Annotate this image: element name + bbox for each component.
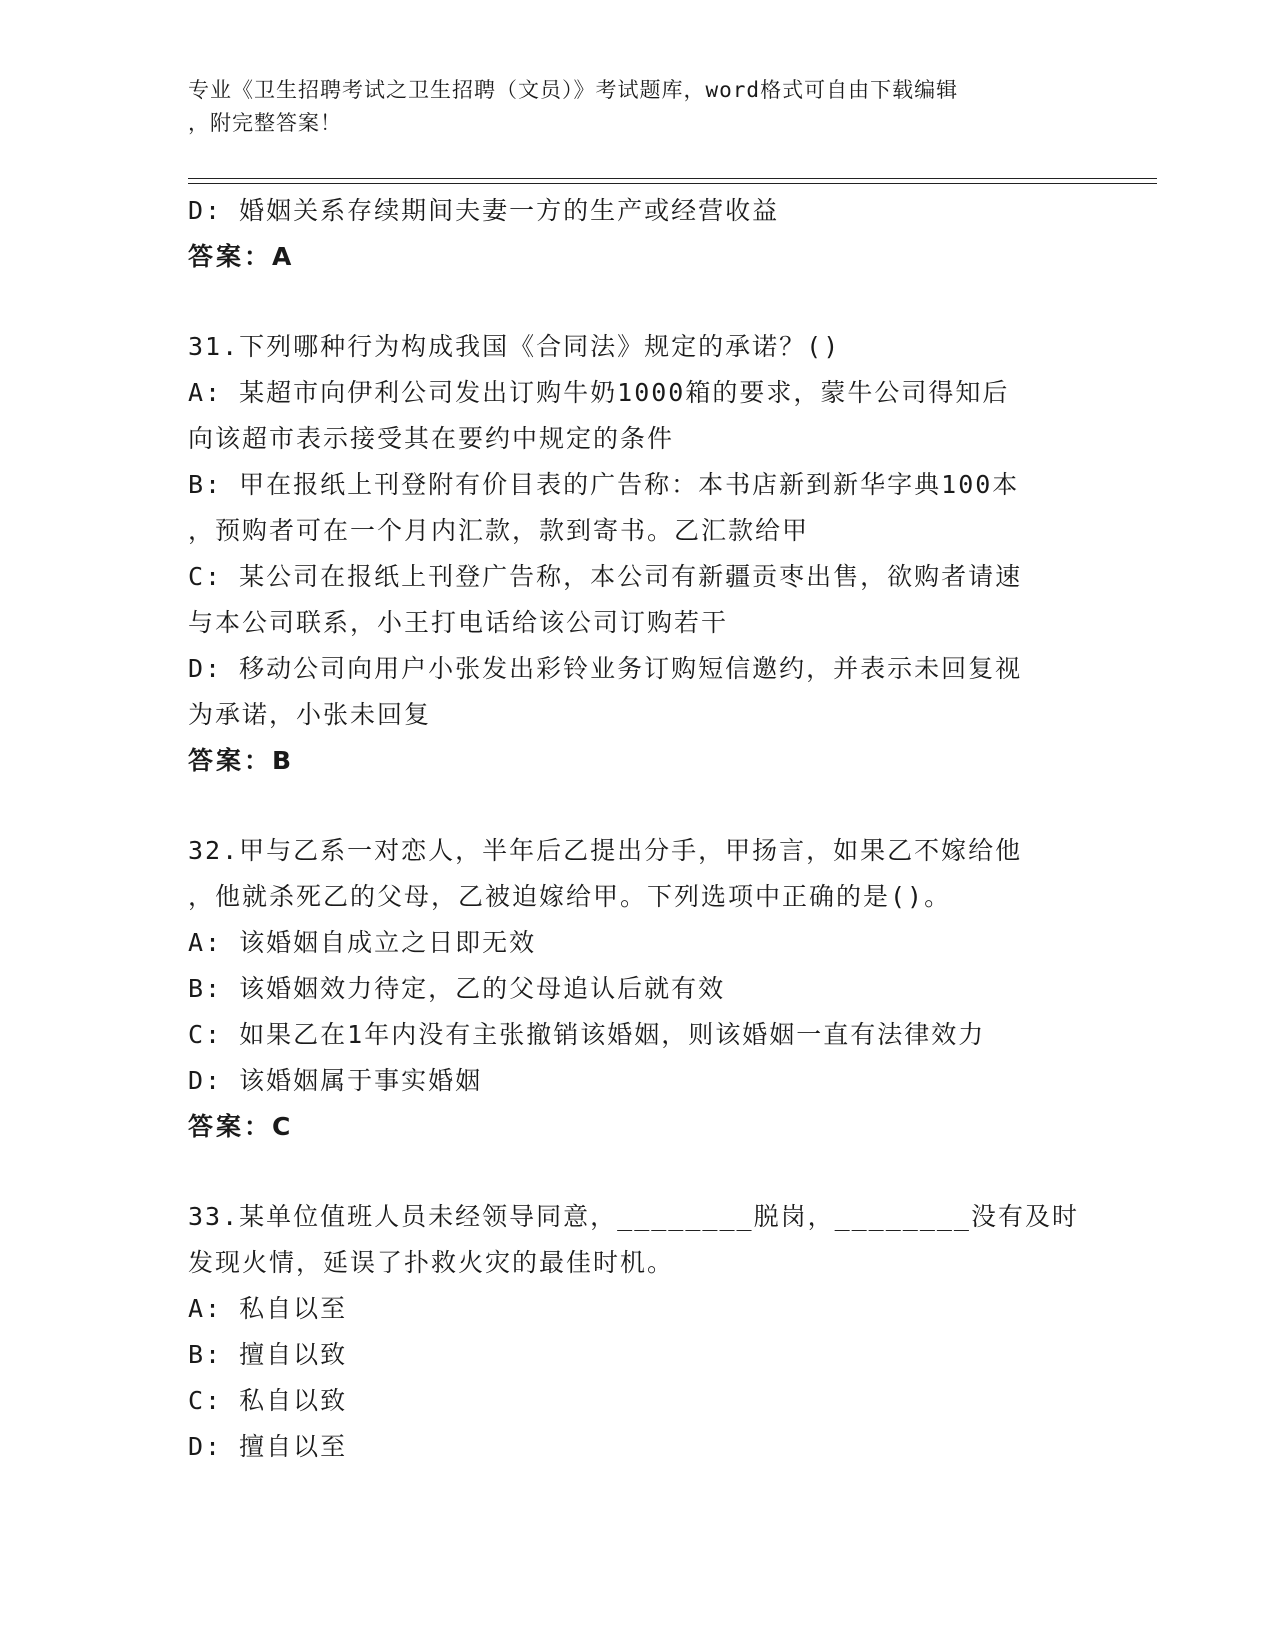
option-c: C: 私自以致 [188,1386,348,1415]
spacer [188,784,1148,828]
option-a-cont: 向该超市表示接受其在要约中规定的条件 [188,424,675,453]
option-c-cont: 与本公司联系，小王打电话给该公司订购若干 [188,608,729,637]
option-d-cont: 为承诺，小张未回复 [188,700,432,729]
question-text: 31.下列哪种行为构成我国《合同法》规定的承诺？() [188,332,841,361]
spacer [188,280,1148,324]
answer: 答案：B [188,746,295,775]
document-header [188,74,1088,140]
option-b: B: 该婚姻效力待定，乙的父母追认后就有效 [188,974,726,1003]
option-c: C: 如果乙在1年内没有主张撤销该婚姻，则该婚姻一直有法律效力 [188,1020,986,1049]
option-b: B: 甲在报纸上刊登附有价目表的广告称：本书店新到新华字典100本 [188,470,1020,499]
option-b: B: 擅自以致 [188,1340,348,1369]
question-text-cont: ，他就杀死乙的父母，乙被迫嫁给甲。下列选项中正确的是()。 [188,882,952,911]
option-d: D: 移动公司向用户小张发出彩铃业务订购短信邀约，并表示未回复视 [188,654,1023,683]
previous-question-tail [188,188,1148,280]
option-a: A: 私自以至 [188,1294,348,1323]
option-a: A: 该婚姻自成立之日即无效 [188,928,537,957]
header-line-1: 专业《卫生招聘考试之卫生招聘（文员）》考试题库，word格式可自由下载编辑 [188,78,959,102]
question-31 [188,324,1148,784]
option-d: D: 擅自以至 [188,1432,348,1461]
question-32 [188,828,1148,1150]
header-line-2: ，附完整答案！ [188,111,342,135]
answer: 答案：C [188,1112,294,1141]
question-33 [188,1194,1148,1470]
option-c: C: 某公司在报纸上刊登广告称，本公司有新疆贡枣出售，欲购者请速 [188,562,1023,591]
option-d: D: 该婚姻属于事实婚姻 [188,1066,483,1095]
spacer [188,1150,1148,1194]
header-rule-bottom [188,183,1157,184]
question-text: 32.甲与乙系一对恋人，半年后乙提出分手，甲扬言，如果乙不嫁给他 [188,836,1023,865]
answer: 答案：A [188,242,295,271]
question-text-cont: 发现火情，延误了扑救火灾的最佳时机。 [188,1248,675,1277]
header-rule-top [188,178,1157,179]
question-text: 33.某单位值班人员未经领导同意，________脱岗，________没有及时 [188,1202,1079,1231]
option-a: A: 某超市向伊利公司发出订购牛奶1000箱的要求，蒙牛公司得知后 [188,378,1010,407]
option-b-cont: ，预购者可在一个月内汇款，款到寄书。乙汇款给甲 [188,516,810,545]
document-body [188,188,1148,1470]
option-d: D: 婚姻关系存续期间夫妻一方的生产或经营收益 [188,196,780,225]
